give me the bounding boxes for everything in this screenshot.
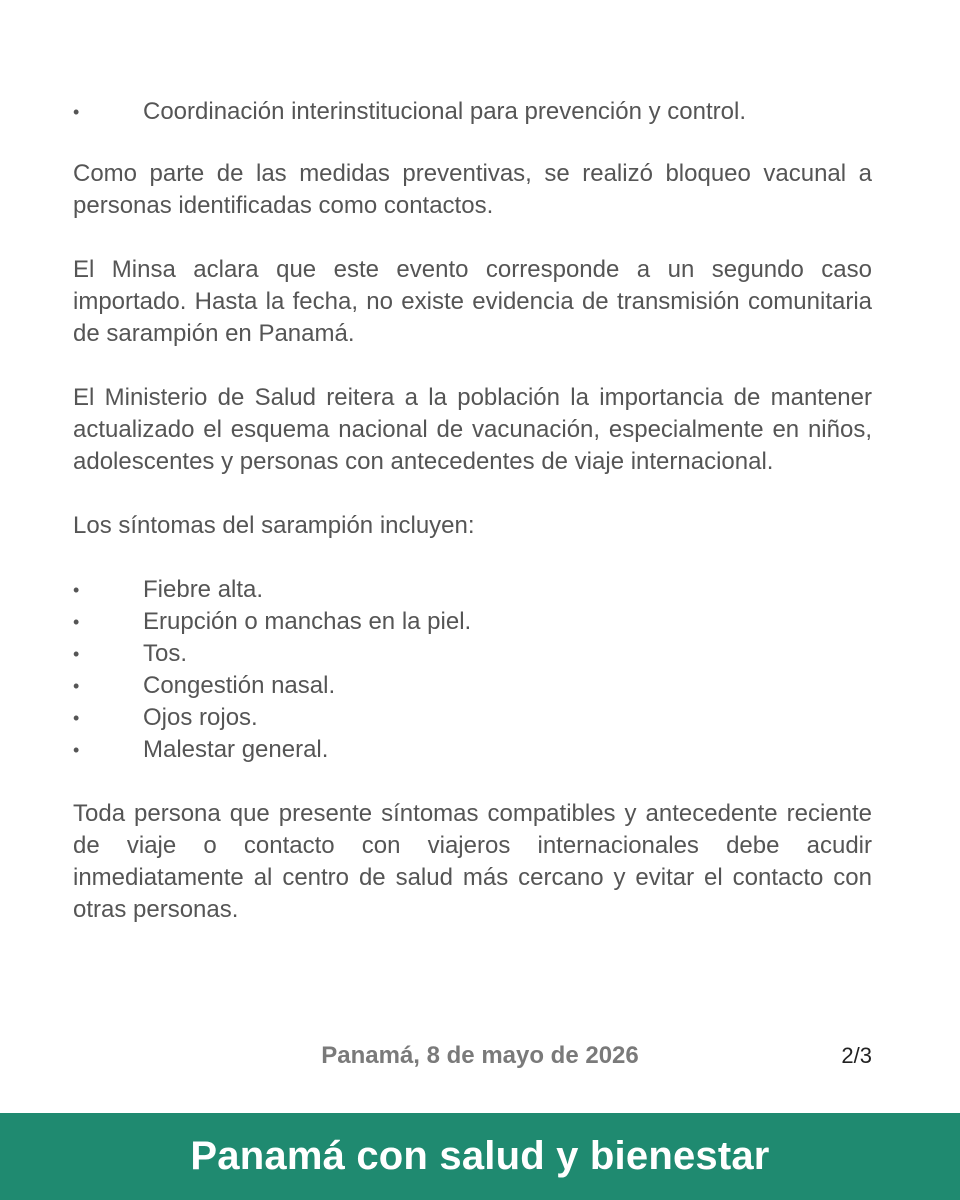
list-item [73,96,872,128]
list-item-text: Erupción o manchas en la piel. [143,608,472,635]
bullet-icon: • [73,580,80,600]
list-item-text: Fiebre alta. [143,576,264,603]
paragraph-vaccination: El Ministerio de Salud reitera a la población la importancia de mantener actualizado el esquema nacional de vacunación, especialmente en niños, adolescentes y personas con antecedentes de viaje internacional. [73,384,872,475]
list-item [73,638,872,670]
paragraph-preventive-measures: Como parte de las medidas preventivas, se realizó bloqueo vacunal a personas identificadas como contactos. [73,160,872,219]
bullet-icon: • [73,644,80,664]
document-date: Panamá, 8 de mayo de 2026 [321,1042,639,1069]
footer-slogan: Panamá con salud y bienestar [190,1134,770,1178]
bullet-icon: • [73,102,80,122]
bullet-icon: • [73,740,80,760]
list-item-text: Congestión nasal. [143,672,336,699]
bullet-icon: • [73,612,80,632]
list-item [73,574,872,606]
list-item-text: Tos. [143,640,188,667]
list-item [73,606,872,638]
bullet-icon: • [73,708,80,728]
list-item [73,670,872,702]
paragraph-closing: Toda persona que presente síntomas compatibles y antecedente reciente de viaje o contacto con viajeros internacionales debe acudir inmediatamente al centro de salud más cercano y evitar el contacto con otras personas. [73,800,872,923]
document-body [73,96,872,926]
footer-banner [0,1113,960,1200]
symptoms-list [73,574,872,766]
list-item-text: Ojos rojos. [143,704,258,731]
bullet-icon: • [73,676,80,696]
paragraph-symptoms-intro: Los síntomas del sarampión incluyen: [73,512,475,539]
list-item-text: Coordinación interinstitucional para prevención y control. [143,98,746,125]
paragraph-imported-case: El Minsa aclara que este evento corresponde a un segundo caso importado. Hasta la fecha, no existe evidencia de transmisión comunitaria de sarampión en Panamá. [73,256,872,347]
list-item [73,734,872,766]
list-item [73,702,872,734]
list-item-text: Malestar general. [143,736,329,763]
page-number: 2/3 [841,1043,872,1068]
